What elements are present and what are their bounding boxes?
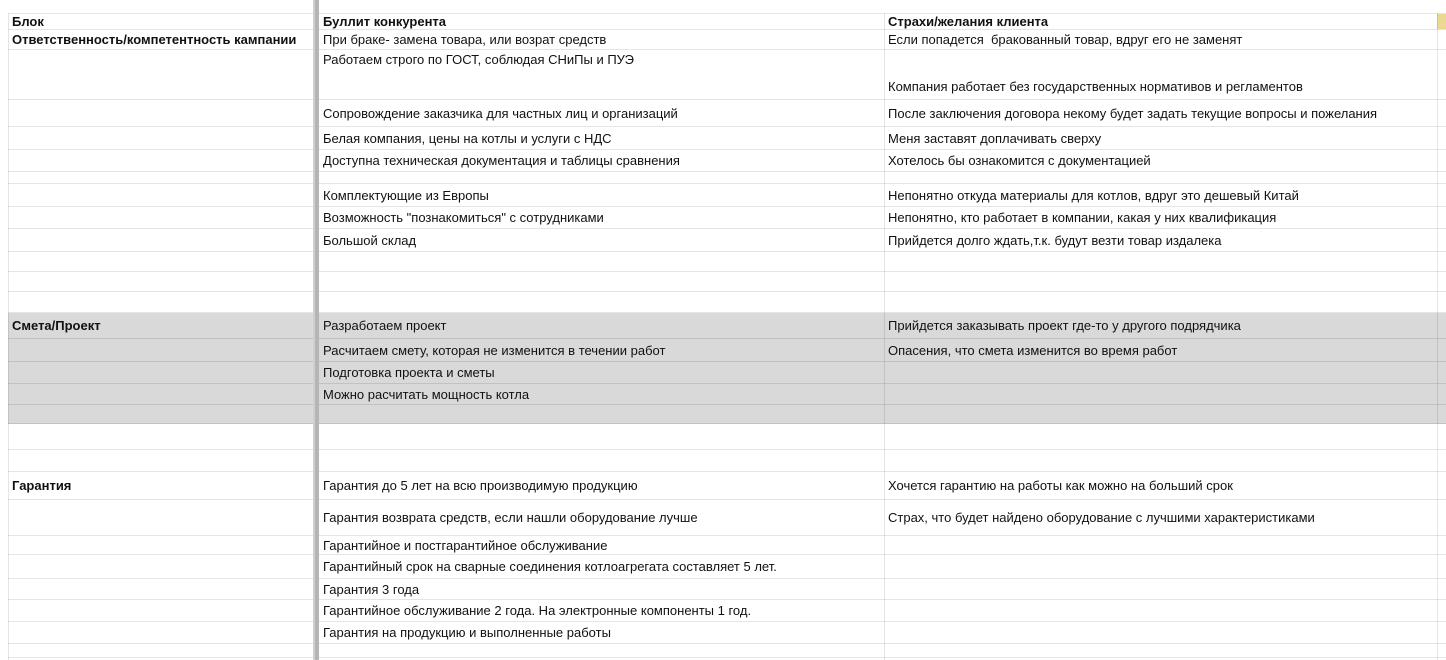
next-column-header-partial[interactable]	[1437, 14, 1446, 29]
cell-client-fear[interactable]: Прийдется долго ждать,т.к. будут везти товар издалека	[888, 232, 1222, 248]
table-row	[8, 339, 1446, 362]
header-row	[8, 13, 1446, 30]
cell-client-fear[interactable]	[884, 292, 1437, 312]
table-row	[8, 207, 1446, 229]
cell-competitor-bullet[interactable]: Сопровождение заказчика для частных лиц и организаций	[323, 105, 678, 121]
cell-competitor-bullet[interactable]: Гарантийное обслуживание 2 года. На электронные компоненты 1 год.	[323, 603, 752, 618]
cell-competitor-bullet[interactable]: Подготовка проекта и сметы	[323, 365, 495, 380]
cell-client-fear[interactable]	[884, 450, 1437, 471]
cell-competitor-bullet[interactable]: Работаем строго по ГОСТ, соблюдая СНиПы и ПУЭ	[323, 52, 634, 67]
table-row	[8, 472, 1446, 500]
cell-block[interactable]	[8, 339, 313, 361]
cell-block[interactable]	[8, 362, 313, 383]
next-column-cell-partial[interactable]	[1437, 405, 1446, 423]
cell-competitor-bullet[interactable]: Можно расчитать мощность котла	[323, 386, 530, 402]
cell-client-fear[interactable]: Страх, что будет найдено оборудование с лучшими характеристиками	[888, 510, 1315, 525]
next-column-cell-partial[interactable]	[1437, 313, 1446, 338]
next-column-cell-partial[interactable]	[1437, 384, 1446, 404]
header-cell-client-fears[interactable]: Страхи/желания клиента	[888, 14, 1049, 29]
frozen-pane-divider[interactable]	[313, 0, 319, 660]
table-row	[8, 622, 1446, 644]
cell-block[interactable]	[8, 272, 313, 291]
cell-client-fear[interactable]: Компания работает без государственных нормативов и регламентов	[888, 79, 1303, 94]
cell-block[interactable]	[8, 622, 313, 643]
cell-block[interactable]	[8, 292, 313, 312]
cell-competitor-bullet[interactable]: Комплектующие из Европы	[323, 187, 489, 203]
table-row	[8, 555, 1446, 579]
cell-client-fear[interactable]: Непонятно откуда материалы для котлов, вдруг это дешевый Китай	[888, 187, 1299, 203]
cell-block[interactable]	[8, 50, 313, 99]
table-row	[8, 362, 1446, 384]
cell-competitor-bullet[interactable]: Гарантийное и постгарантийное обслуживание	[323, 537, 608, 553]
cell-client-fear[interactable]	[884, 252, 1437, 271]
cell-client-fear[interactable]	[884, 555, 1437, 578]
next-column-cell-partial[interactable]	[1437, 229, 1446, 251]
cell-block[interactable]: Гарантия	[12, 478, 72, 493]
next-column-cell-partial[interactable]	[1437, 184, 1446, 206]
table-row	[8, 579, 1446, 600]
next-column-cell-partial[interactable]	[1437, 536, 1446, 554]
cell-block[interactable]: Ответственность/компетентность кампании	[12, 32, 297, 47]
table-row	[8, 292, 1446, 313]
cell-client-fear[interactable]: Меня заставят доплачивать сверху	[888, 130, 1102, 146]
next-column-cell-partial[interactable]	[1437, 600, 1446, 621]
table-row	[8, 405, 1446, 424]
sheet-body	[8, 30, 1446, 658]
next-column-cell-partial[interactable]	[1437, 555, 1446, 578]
cell-block[interactable]	[8, 172, 313, 183]
cell-client-fear[interactable]	[884, 405, 1437, 423]
table-row	[8, 30, 1446, 50]
table-row	[8, 272, 1446, 292]
next-column-cell-partial[interactable]	[1437, 450, 1446, 471]
table-row	[8, 252, 1446, 272]
cell-block[interactable]: Смета/Проект	[12, 318, 101, 333]
table-row	[8, 644, 1446, 658]
next-column-cell-partial[interactable]	[1437, 339, 1446, 361]
cell-competitor-bullet[interactable]	[319, 292, 884, 312]
next-column-cell-partial[interactable]	[1437, 100, 1446, 126]
cell-client-fear[interactable]	[884, 272, 1437, 291]
cell-block[interactable]	[8, 252, 313, 271]
cell-block[interactable]	[8, 184, 313, 206]
table-row	[8, 127, 1446, 150]
next-column-cell-partial[interactable]	[1437, 622, 1446, 643]
cell-client-fear[interactable]	[884, 362, 1437, 383]
cell-client-fear[interactable]: Прийдется заказывать проект где-то у другого подрядчика	[888, 318, 1241, 333]
cell-block[interactable]	[8, 384, 313, 404]
cell-competitor-bullet[interactable]	[319, 405, 884, 423]
cell-competitor-bullet[interactable]	[319, 424, 884, 449]
cell-competitor-bullet[interactable]	[319, 644, 884, 657]
next-column-cell-partial[interactable]	[1437, 150, 1446, 171]
cell-block[interactable]	[8, 555, 313, 578]
cell-competitor-bullet[interactable]: Расчитаем смету, которая не изменится в течении работ	[323, 342, 666, 358]
next-column-cell-partial[interactable]	[1437, 272, 1446, 291]
cell-client-fear[interactable]	[884, 172, 1437, 183]
table-row	[8, 229, 1446, 252]
cell-client-fear[interactable]	[884, 424, 1437, 449]
cell-client-fear[interactable]: Опасения, что смета изменится во время работ	[888, 342, 1178, 358]
cell-client-fear[interactable]	[884, 384, 1437, 404]
cell-client-fear[interactable]	[884, 600, 1437, 621]
next-column-cell-partial[interactable]	[1437, 207, 1446, 228]
cell-client-fear[interactable]	[884, 536, 1437, 554]
next-column-cell-partial[interactable]	[1437, 579, 1446, 599]
next-column-cell-partial[interactable]	[1437, 362, 1446, 383]
cell-block[interactable]	[8, 424, 313, 449]
next-column-cell-partial[interactable]	[1437, 424, 1446, 449]
header-cell-block[interactable]: Блок	[12, 14, 44, 29]
cell-competitor-bullet[interactable]: При браке- замена товара, или возрат средств	[323, 32, 607, 47]
cell-competitor-bullet[interactable]	[319, 172, 884, 183]
cell-block[interactable]	[8, 127, 313, 149]
table-row	[8, 384, 1446, 405]
table-row	[8, 600, 1446, 622]
cell-block[interactable]	[8, 207, 313, 228]
next-column-cell-partial[interactable]	[1437, 252, 1446, 271]
cell-competitor-bullet[interactable]: Разработаем проект	[323, 318, 447, 333]
cell-competitor-bullet[interactable]: Доступна техническая документация и таблицы сравнения	[323, 153, 680, 168]
cell-block[interactable]	[8, 150, 313, 171]
cell-competitor-bullet[interactable]: Гарантия до 5 лет на всю производимую продукцию	[323, 478, 638, 493]
cell-block[interactable]	[8, 500, 313, 535]
next-column-cell-partial[interactable]	[1437, 127, 1446, 149]
next-column-cell-partial[interactable]	[1437, 500, 1446, 535]
next-column-cell-partial[interactable]	[1437, 644, 1446, 657]
next-column-cell-partial[interactable]	[1437, 292, 1446, 312]
cell-client-fear[interactable]: После заключения договора некому будет задать текущие вопросы и пожелания	[888, 105, 1378, 121]
cell-competitor-bullet[interactable]	[319, 450, 884, 471]
cell-block[interactable]	[8, 579, 313, 599]
table-row	[8, 424, 1446, 450]
cell-block[interactable]	[8, 229, 313, 251]
cell-client-fear[interactable]: Если попадется бракованный товар, вдруг его не заменят	[888, 32, 1243, 47]
cell-client-fear[interactable]: Хотелось бы ознакомится с документацией	[888, 153, 1151, 168]
cell-competitor-bullet[interactable]: Гарантия 3 года	[323, 581, 420, 597]
cell-block[interactable]	[8, 100, 313, 126]
table-row	[8, 500, 1446, 536]
table-row	[8, 50, 1446, 100]
next-column-cell-partial[interactable]	[1437, 30, 1446, 49]
next-column-cell-partial[interactable]	[1437, 472, 1446, 499]
cell-block[interactable]	[8, 405, 313, 423]
cell-competitor-bullet[interactable]: Белая компания, цены на котлы и услуги с НДС	[323, 130, 612, 146]
cell-client-fear[interactable]: Хочется гарантию на работы как можно на больший срок	[888, 478, 1233, 493]
header-cell-competitor-bullet[interactable]: Буллит конкурента	[323, 14, 447, 29]
cell-client-fear[interactable]	[884, 579, 1437, 599]
cell-competitor-bullet[interactable]: Гарантийный срок на сварные соединения котлоагрегата составляет 5 лет.	[323, 559, 777, 574]
cell-competitor-bullet[interactable]	[319, 272, 884, 291]
cell-client-fear[interactable]	[884, 622, 1437, 643]
cell-block[interactable]	[8, 644, 313, 657]
table-row	[8, 450, 1446, 472]
cell-competitor-bullet[interactable]: Большой склад	[323, 232, 417, 248]
table-row	[8, 184, 1446, 207]
cell-competitor-bullet[interactable]: Гарантия на продукцию и выполненные работы	[323, 625, 611, 640]
table-row	[8, 100, 1446, 127]
cell-client-fear[interactable]	[884, 644, 1437, 657]
cell-competitor-bullet[interactable]	[319, 252, 884, 271]
cell-block[interactable]	[8, 450, 313, 471]
cell-competitor-bullet[interactable]: Гарантия возврата средств, если нашли оборудование лучше	[323, 510, 698, 525]
next-column-cell-partial[interactable]	[1437, 50, 1446, 99]
cell-block[interactable]	[8, 536, 313, 554]
cell-client-fear[interactable]: Непонятно, кто работает в компании, какая у них квалификация	[888, 210, 1277, 225]
cell-competitor-bullet[interactable]: Возможность "познакомиться" с сотрудниками	[323, 210, 604, 225]
grid-area	[8, 13, 1446, 658]
table-row	[8, 150, 1446, 172]
table-row	[8, 313, 1446, 339]
table-row	[8, 172, 1446, 184]
cell-block[interactable]	[8, 600, 313, 621]
table-row	[8, 536, 1446, 555]
next-column-cell-partial[interactable]	[1437, 172, 1446, 183]
